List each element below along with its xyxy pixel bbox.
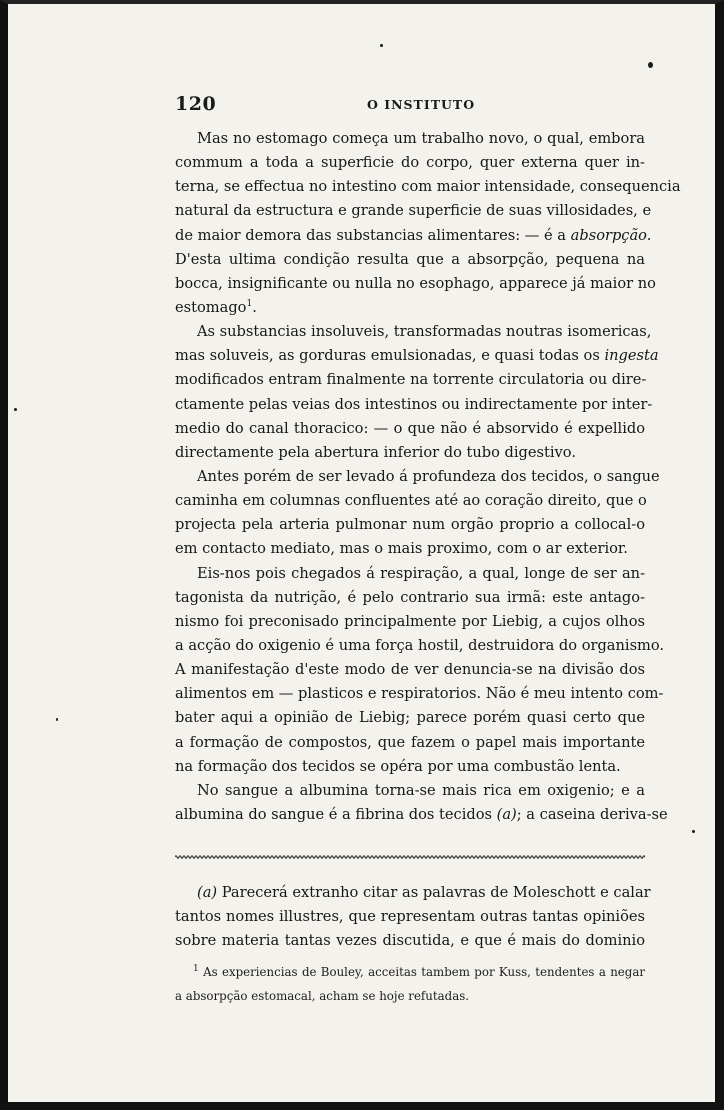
text-line: terna, se effectua no intestino com maior intensidade, consequencia	[175, 178, 681, 196]
text-line: alimentos em — plasticos e respiratorios. Não é meu intento com-	[175, 685, 664, 703]
text-segment: ; a caseina deriva-se	[516, 805, 668, 823]
page-number: 120	[175, 93, 217, 115]
text-segment: Parecerá extranho citar as palavras de Moleschott e calar	[217, 884, 651, 901]
text-line: No sangue a albumina torna-se mais rica em oxigenio; e a	[197, 781, 645, 799]
italic-term-ingesta: ingesta	[604, 347, 659, 365]
note-a-label: (a)	[197, 884, 218, 901]
text-line: na formação dos tecidos se opéra por uma combustão lenta.	[175, 757, 621, 775]
text-line: tantos nomes illustres, que representam outras tantas opiniões	[175, 908, 645, 926]
footnote-number: 1	[193, 964, 199, 975]
text-line: commum a toda a superficie do corpo, quer externa quer in-	[175, 154, 645, 172]
text-line: projecta pela arteria pulmonar num orgão proprio a collocal-o	[175, 516, 645, 534]
text-line: a acção do oxigenio é uma força hostil, destruidora do organismo.	[175, 636, 665, 654]
text-segment: .	[252, 298, 257, 316]
main-text	[175, 127, 681, 827]
text-line: Antes porém de ser levado á profundeza dos tecidos, o sangue	[197, 467, 660, 485]
text-line: natural da estructura e grande superficie de suas villosidades, e	[175, 202, 652, 220]
text-line: As substancias insoluveis, transformadas noutras isomericas,	[197, 323, 652, 341]
running-title: O INSTITUTO	[367, 97, 476, 112]
text-segment: As experiencias de Bouley, acceitas tambem por Kuss, tendentes a negar	[198, 965, 645, 979]
footnote-line: a absorpção estomacal, acham se hoje refutadas.	[175, 989, 470, 1004]
note-reference-a: (a)	[496, 805, 517, 823]
ink-speck	[14, 408, 17, 411]
text-segment: de maior demora das substancias alimentares: — é a	[175, 226, 571, 244]
footnote-line	[175, 962, 645, 986]
text-line: tagonista da nutrição, é pelo contrario sua irmã: este antago-	[175, 588, 645, 606]
note-a-text	[175, 881, 651, 953]
text-line: bocca, insignificante ou nulla no esophago, apparece já maior no	[175, 274, 656, 292]
text-line: caminha em columnas confluentes até ao coração direito, que o	[175, 492, 647, 510]
text-segment: albumina do sangue é a fibrina dos tecidos	[175, 805, 497, 823]
text-segment: mas soluveis, as gorduras emulsionadas, e quasi todas os	[175, 347, 605, 365]
page-header	[175, 93, 645, 117]
text-line: sobre materia tantas vezes discutida, e que é mais do dominio	[175, 932, 645, 950]
text-line: A manifestação d'este modo de ver denuncia-se na divisão dos	[175, 661, 645, 679]
text-line	[175, 224, 652, 248]
wavy-separator-rule	[175, 853, 645, 861]
text-line: a formação de compostos, que fazem o papel mais importante	[175, 733, 645, 751]
text-line: nismo foi preconisado principalmente por Liebig, a cujos olhos	[175, 612, 645, 630]
text-line: bater aqui a opinião de Liebig; parece porém quasi certo que	[175, 709, 645, 727]
text-line	[175, 881, 651, 905]
ink-speck	[380, 44, 383, 47]
text-line: ctamente pelas veias dos intestinos ou indirectamente por inter-	[175, 395, 653, 413]
ink-speck	[692, 830, 695, 833]
text-line: medio do canal thoracico: — o que não é absorvido é expellido	[175, 419, 645, 437]
text-line: Eis-nos pois chegados á respiração, a qual, longe de ser an-	[197, 564, 645, 582]
text-line: directamente pela abertura inferior do tubo digestivo.	[175, 443, 576, 461]
text-line: em contacto mediato, mas o mais proximo, com o ar exterior.	[175, 540, 628, 558]
text-line	[175, 296, 645, 320]
text-line: Mas no estomago começa um trabalho novo, o qual, embora	[197, 130, 645, 147]
text-segment: estomago	[175, 298, 247, 316]
footnote-mark: 1	[246, 299, 253, 310]
text-line	[175, 344, 659, 368]
ink-speck	[648, 62, 653, 68]
ink-speck	[56, 718, 58, 721]
italic-term-absorpcao: absorpção.	[570, 226, 652, 244]
text-line	[175, 803, 668, 827]
text-line: modificados entram finalmente na torrente circulatoria ou dire-	[175, 371, 647, 389]
footnote	[175, 962, 645, 1010]
text-line: D'esta ultima condição resulta que a absorpção, pequena na	[175, 250, 645, 268]
